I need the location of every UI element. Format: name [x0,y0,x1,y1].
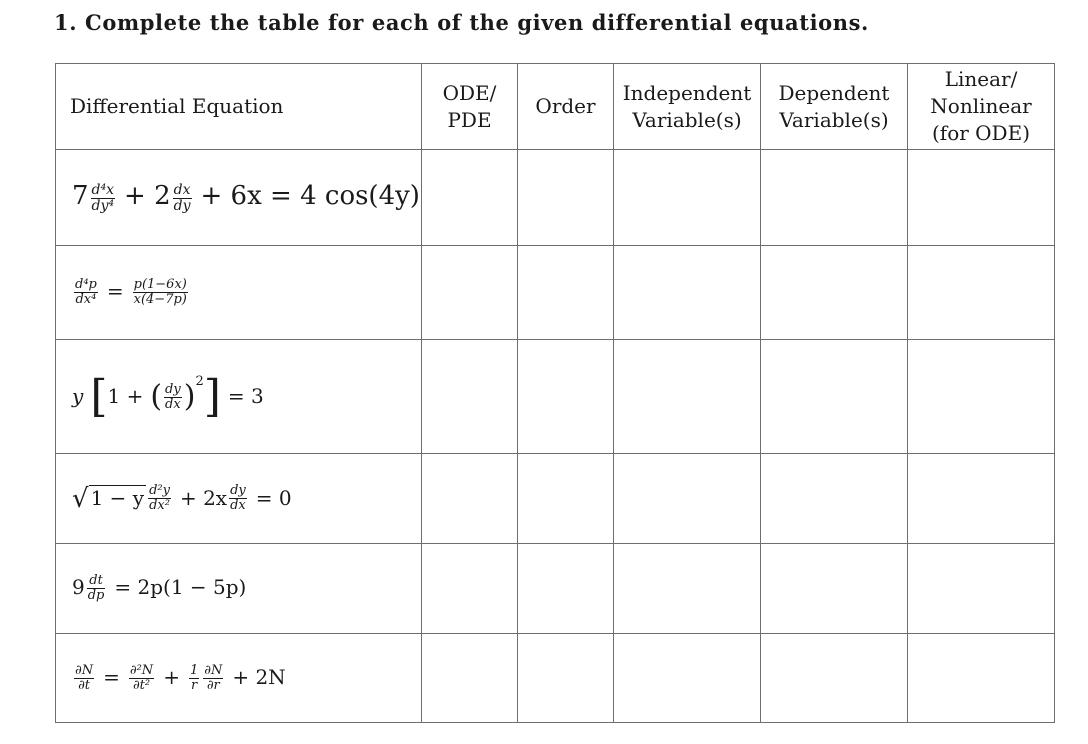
eq2-equals: = [106,279,124,304]
table-row [56,150,1055,246]
answer-independent-3[interactable] [614,340,761,454]
eq6-num2: ∂²N [129,662,154,678]
eq6-den2: ∂t² [132,677,151,693]
answer-order-6[interactable] [518,634,614,723]
answer-linearity-5[interactable] [908,544,1055,634]
eq1-frac-d4x-dy4 [91,183,115,213]
table-row [56,634,1055,723]
answer-independent-4[interactable] [614,454,761,544]
eq3-y: y [72,384,84,408]
eq5-rhs: = 2p(1 − 5p) [114,575,247,600]
header-ode-pde-line2: PDE [447,107,492,132]
answer-ode-pde-5[interactable] [422,544,518,634]
eq2-rhs-num: p(1−6x) [133,277,187,293]
equation-cell-3 [56,340,422,454]
eq3-close-paren: ) [183,379,196,414]
header-lin-line3: (for ODE) [932,121,1030,145]
equation-cell-6 [56,634,422,723]
header-indep-line1: Independent [622,80,752,105]
eq6-frac-dN-dr [203,664,223,692]
eq4-mid: + 2x [179,485,228,510]
answer-order-1[interactable] [518,150,614,246]
header-indep-line2: Variable(s) [632,107,742,132]
eq2-frac-d4p-dx4 [74,278,98,306]
sqrt-icon: √ [72,483,89,514]
answer-dependent-6[interactable] [761,634,908,723]
eq3-close-bracket: ] [203,371,221,422]
answer-independent-2[interactable] [614,246,761,340]
eq4-rhs: = 0 [255,485,292,510]
table-row [56,246,1055,340]
eq1-den: dy⁴ [91,197,115,214]
eq6-one: 1 [189,662,199,678]
header-dep-line1: Dependent [778,80,890,105]
eq6-den: ∂t [78,677,91,693]
header-ode-pde-line1: ODE/ [442,80,497,105]
equation-cell-2 [56,246,422,340]
equation-cell-5 [56,544,422,634]
eq3-num: dy [165,381,181,397]
answer-linearity-3[interactable] [908,340,1055,454]
equation-cell-4 [56,454,422,544]
eq3-rhs: = 3 [227,384,264,408]
header-dependent-variables [761,64,908,150]
eq1-coef: 7 [72,181,89,212]
eq1-frac-dx-dy [173,183,192,213]
header-independent-variables [614,64,761,150]
eq5-num: dt [87,574,106,589]
eq5-den: dp [87,588,105,603]
table-row [56,454,1055,544]
eq6-rest: + 2N [232,665,286,689]
answer-ode-pde-3[interactable] [422,340,518,454]
eq3-den: dx [165,396,181,412]
eq4-den2: dx [230,498,246,513]
equation-cell-1 [56,150,422,246]
eq6-num: ∂N [75,662,94,678]
header-lin-line1: Linear/ [944,67,1018,91]
eq1-num: d⁴x [91,182,115,199]
answer-ode-pde-1[interactable] [422,150,518,246]
eq2-num: d⁴p [75,277,97,293]
answer-linearity-2[interactable] [908,246,1055,340]
answer-order-2[interactable] [518,246,614,340]
answer-ode-pde-6[interactable] [422,634,518,723]
header-order: Order [518,64,614,150]
header-ode-pde [422,64,518,150]
eq5-frac-dt-dp [87,574,106,602]
answer-order-3[interactable] [518,340,614,454]
eq1-plus: + 2 [124,181,171,212]
eq5-coef: 9 [72,575,85,600]
eq6-equals: = [103,665,120,689]
eq3-frac-dy-dx [164,383,182,411]
eq4-num2: dy [230,483,246,499]
eq2-frac-rhs [133,278,188,306]
instruction-heading: 1. Complete the table for each of the given differential equations. [54,10,869,35]
answer-dependent-5[interactable] [761,544,908,634]
eq6-den3: ∂r [206,677,220,693]
answer-linearity-1[interactable] [908,150,1055,246]
eq3-open-bracket: [ [90,371,108,422]
answer-dependent-3[interactable] [761,340,908,454]
eq1-rest: + 6x = 4 cos(4y) [200,181,420,212]
eq4-den: dx² [149,498,170,513]
table-row [56,544,1055,634]
eq6-num3: ∂N [204,662,223,678]
answer-independent-6[interactable] [614,634,761,723]
eq6-frac-dN-dt [74,664,94,692]
differential-equations-table [55,63,1055,723]
answer-dependent-2[interactable] [761,246,908,340]
eq3-exponent: 2 [195,374,204,389]
eq6-frac-1-r [189,664,199,692]
eq4-frac-dy-dx [229,484,247,512]
eq4-sqrt [72,484,146,514]
eq1-num2: dx [173,182,191,199]
answer-order-5[interactable] [518,544,614,634]
eq1-den2: dy [173,197,191,214]
header-differential-equation: Differential Equation [56,64,422,150]
eq4-frac-d2y-dx2 [148,484,171,512]
answer-linearity-6[interactable] [908,634,1055,723]
answer-dependent-4[interactable] [761,454,908,544]
table-row [56,340,1055,454]
header-linear-nonlinear [908,64,1055,150]
answer-linearity-4[interactable] [908,454,1055,544]
eq6-r: r [190,677,198,693]
answer-ode-pde-4[interactable] [422,454,518,544]
header-lin-line2: Nonlinear [930,94,1032,118]
answer-dependent-1[interactable] [761,150,908,246]
answer-ode-pde-2[interactable] [422,246,518,340]
eq4-num: d²y [149,483,170,499]
eq3-open-paren: ( [150,379,163,414]
eq6-frac-d2N-dt2 [129,664,154,692]
answer-independent-1[interactable] [614,150,761,246]
eq6-plus: + [163,665,180,689]
header-dep-line2: Variable(s) [779,107,889,132]
answer-order-4[interactable] [518,454,614,544]
eq4-radicand: 1 − y [90,485,145,510]
eq2-rhs-den: x(4−7p) [133,292,187,307]
eq2-den: dx⁴ [75,292,97,307]
answer-independent-5[interactable] [614,544,761,634]
eq3-one-plus: 1 + [107,384,144,408]
